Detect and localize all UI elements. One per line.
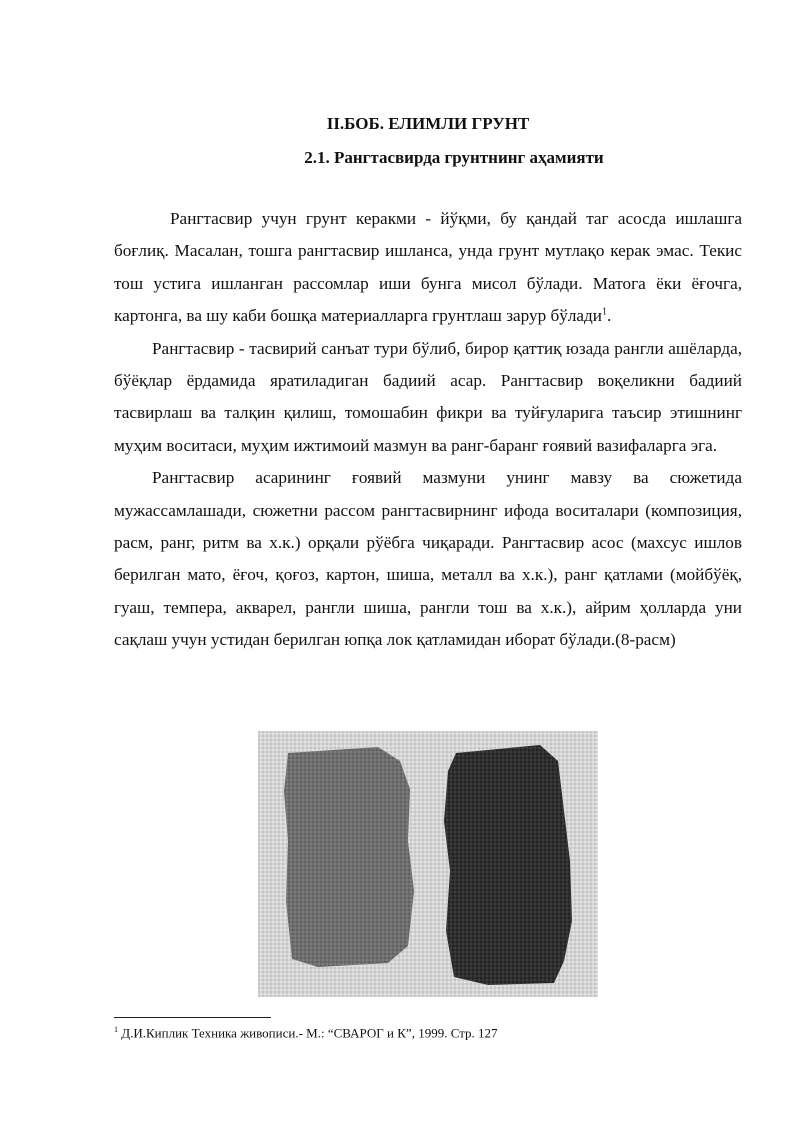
section-title: 2.1. Рангтасвирда грунтнинг аҳамияти [304, 148, 604, 167]
figure-paint-samples [258, 731, 598, 997]
footnote-text: Д.И.Киплик Техника живописи.- М.: “СВАРОГ и К”, 1999. Стр. 127 [121, 1025, 498, 1041]
footnote-number: 1 [114, 1025, 118, 1034]
footnote [114, 1021, 742, 1042]
paragraph-3: Рангтасвир асарининг ғоявий мазмуни унинг мавзу ва сюжетида мужассамлашади, сюжетни рассом рангтасвирнинг ифода воситалари (композиция, расм, ранг, ритм ва х.к.) орқали рўёбга чиқаради. Рангтасвир асос (махсус ишлов берилган мато, ёғоч, қоғоз, картон, шиша, металл ва х.к.), ранг қатлами (мойбўёқ, гуаш, темпера, акварел, рангли шиша, рангли тош ва х.к.), айрим ҳолларда уни сақлаш учун устидан берилган юпқа лок қатламидан иборат бўлади.(8-расм) [114, 468, 742, 650]
body-text [114, 203, 742, 657]
light-paint-swatch [284, 747, 414, 967]
paragraph-1-period: . [606, 306, 612, 326]
canvas-swatches-image [258, 731, 598, 997]
dark-paint-swatch [444, 745, 572, 985]
chapter-title: II.БОБ. ЕЛИМЛИ ГРУНТ [326, 114, 530, 133]
footnote-separator [114, 1017, 271, 1018]
footnote-reference[interactable]: 1 [601, 306, 607, 318]
paragraph-1-text: Рангтасвир учун грунт керакми - йўқми, бу қандай таг асосда ишлашга боғлиқ. Масалан, тошга рангтасвир ишланса, унда грунт мутлақо керак эмас. Текис тош устига ишланган рассомлар иши бунга мисол бўлади. Матога ёки ёғочга, картонга, ва шу каби бошқа материалларга грунтлаш зарур бўлади [114, 209, 742, 326]
paragraph-2: Рангтасвир - тасвирий санъат тури бўлиб, бирор қаттиқ юзада рангли ашёларда, бўёқлар ёрдамида яратиладиган бадиий асар. Рангтасвир воқеликни бадиий тасвирлаш ва талқин қилиш, томошабин фикри ва туйғуларига таъсир этишнинг муҳим воситаси, муҳим ижтимоий мазмун ва ранг-баранг ғоявий вазифаларга эга. [114, 338, 742, 455]
paragraph-1 [114, 203, 742, 333]
